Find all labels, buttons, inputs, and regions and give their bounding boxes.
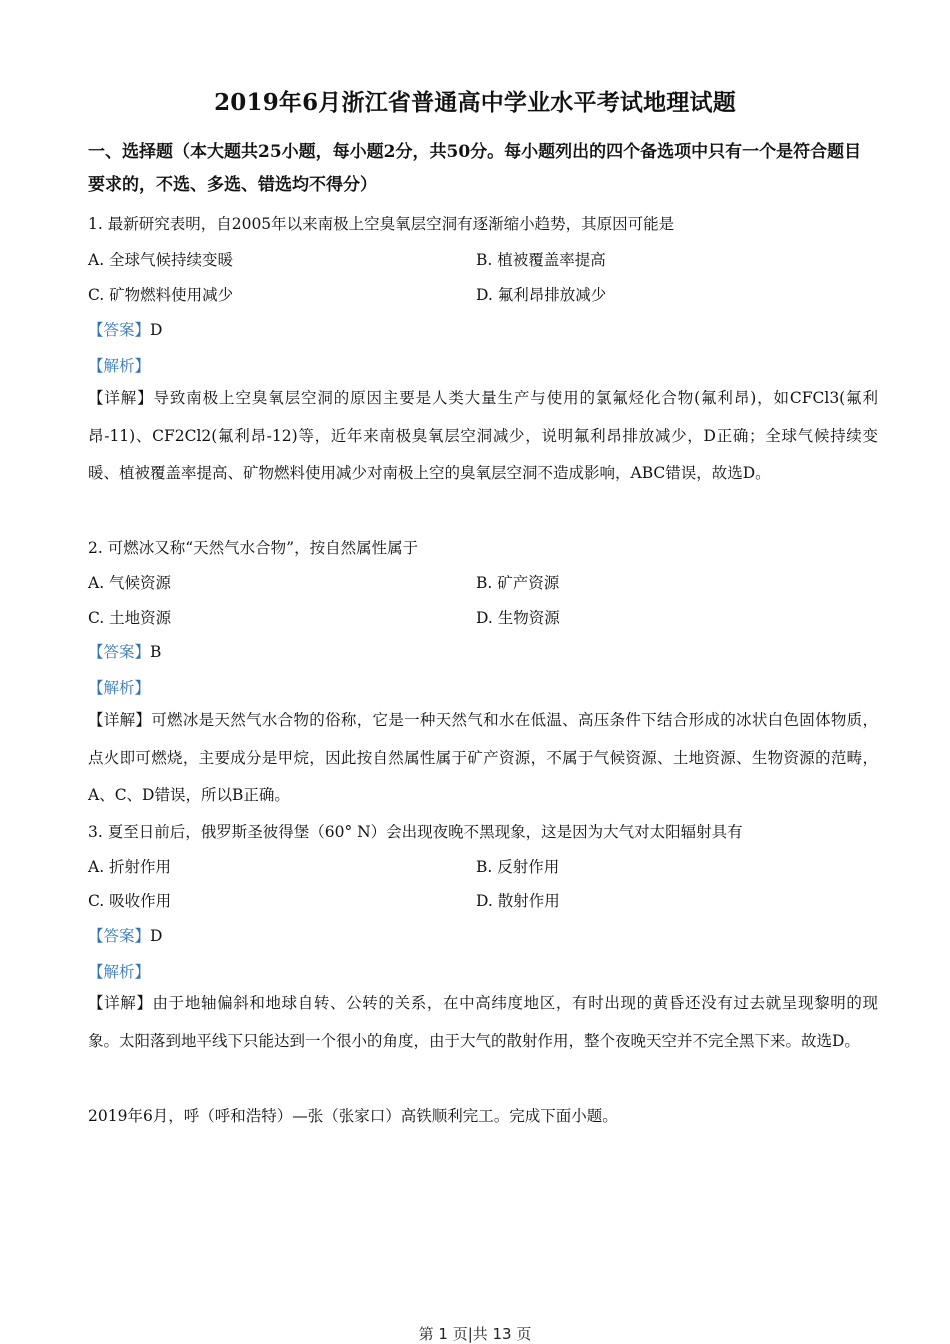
analysis-label: 【解析】: [88, 679, 151, 697]
question-3-stem: 3. 夏至日前后，俄罗斯圣彼得堡（60° N）会出现夜晚不黑现象，这是因为大气对太阳辐射具有: [88, 823, 743, 841]
answer-value: B: [150, 643, 162, 661]
question-3-detail: [88, 985, 878, 1060]
question-1-detail: [88, 380, 878, 493]
question-3-option-a: A. 折射作用: [88, 858, 172, 876]
answer-value: D: [150, 321, 163, 339]
section-header: 一、选择题（本大题共25小题，每小题2分，共50分。每小题列出的四个备选项中只有一个是符合题目要求的，不选、多选、错选均不得分）: [88, 142, 862, 195]
question-1-answer: [88, 318, 162, 340]
question-3-option-b: B. 反射作用: [476, 858, 560, 876]
question-2-detail: [88, 702, 878, 815]
detail-text: 由于地轴偏斜和地球自转、公转的关系，在中高纬度地区，有时出现的黄昏还没有过去就呈现黎明的现象。太阳落到地平线下只能达到一个很小的角度，由于大气的散射作用，整个夜晚天空并不完全黑下来。故选D。: [88, 994, 878, 1050]
question-2-option-b: B. 矿产资源: [476, 574, 560, 592]
question-2-analysis: [88, 676, 150, 698]
question-2-stem: 2. 可燃冰又称“天然气水合物”，按自然属性属于: [88, 539, 419, 557]
detail-label: 【详解】: [88, 389, 154, 407]
question-1-analysis: [88, 354, 150, 376]
page-title: 2019年6月浙江省普通高中学业水平考试地理试题: [214, 89, 736, 116]
question-1-stem: 1. 最新研究表明，自2005年以来南极上空臭氧层空洞有逐渐缩小趋势，其原因可能是: [88, 215, 675, 233]
question-1-option-a: A. 全球气候持续变暖: [88, 251, 234, 269]
question-3-option-c: C. 吸收作用: [88, 892, 172, 910]
question-3-answer: [88, 924, 162, 946]
detail-label: 【详解】: [88, 994, 153, 1012]
answer-label: 【答案】: [88, 927, 151, 945]
detail-label: 【详解】: [88, 711, 152, 729]
page-footer: 第 1 页|共 13 页: [418, 1325, 532, 1343]
question-1-option-b: B. 植被覆盖率提高: [476, 251, 606, 269]
material-intro: 2019年6月，呼（呼和浩特）—张（张家口）高铁顺利完工。完成下面小题。: [88, 1107, 618, 1125]
question-2-answer: [88, 640, 161, 662]
question-1-option-d: D. 氟利昂排放减少: [476, 286, 607, 304]
question-2-option-a: A. 气候资源: [88, 574, 172, 592]
answer-value: D: [150, 927, 163, 945]
analysis-label: 【解析】: [88, 963, 151, 981]
answer-label: 【答案】: [88, 321, 151, 339]
detail-text: 导致南极上空臭氧层空洞的原因主要是人类大量生产与使用的氯氟烃化合物(氟利昂)，如CFCl3(氟利昂-11)、CF2Cl2(氟利昂-12)等，近年来南极臭氧层空洞减少，说明氟利昂排放减少，D正确；全球气候持续变暖、植被覆盖率提高、矿物燃料使用减少对南极上空的臭氧层空洞不造成影响，ABC错误，故选D。: [88, 389, 878, 482]
question-3-option-d: D. 散射作用: [476, 892, 560, 910]
question-2-option-d: D. 生物资源: [476, 609, 560, 627]
question-2-option-c: C. 土地资源: [88, 609, 172, 627]
question-3-analysis: [88, 960, 150, 982]
analysis-label: 【解析】: [88, 357, 151, 375]
detail-text: 可燃冰是天然气水合物的俗称，它是一种天然气和水在低温、高压条件下结合形成的冰状白色固体物质，点火即可燃烧，主要成分是甲烷，因此按自然属性属于矿产资源，不属于气候资源、土地资源、生物资源的范畴，A、C、D错误，所以B正确。: [88, 711, 878, 804]
answer-label: 【答案】: [88, 643, 151, 661]
question-1-option-c: C. 矿物燃料使用减少: [88, 286, 234, 304]
